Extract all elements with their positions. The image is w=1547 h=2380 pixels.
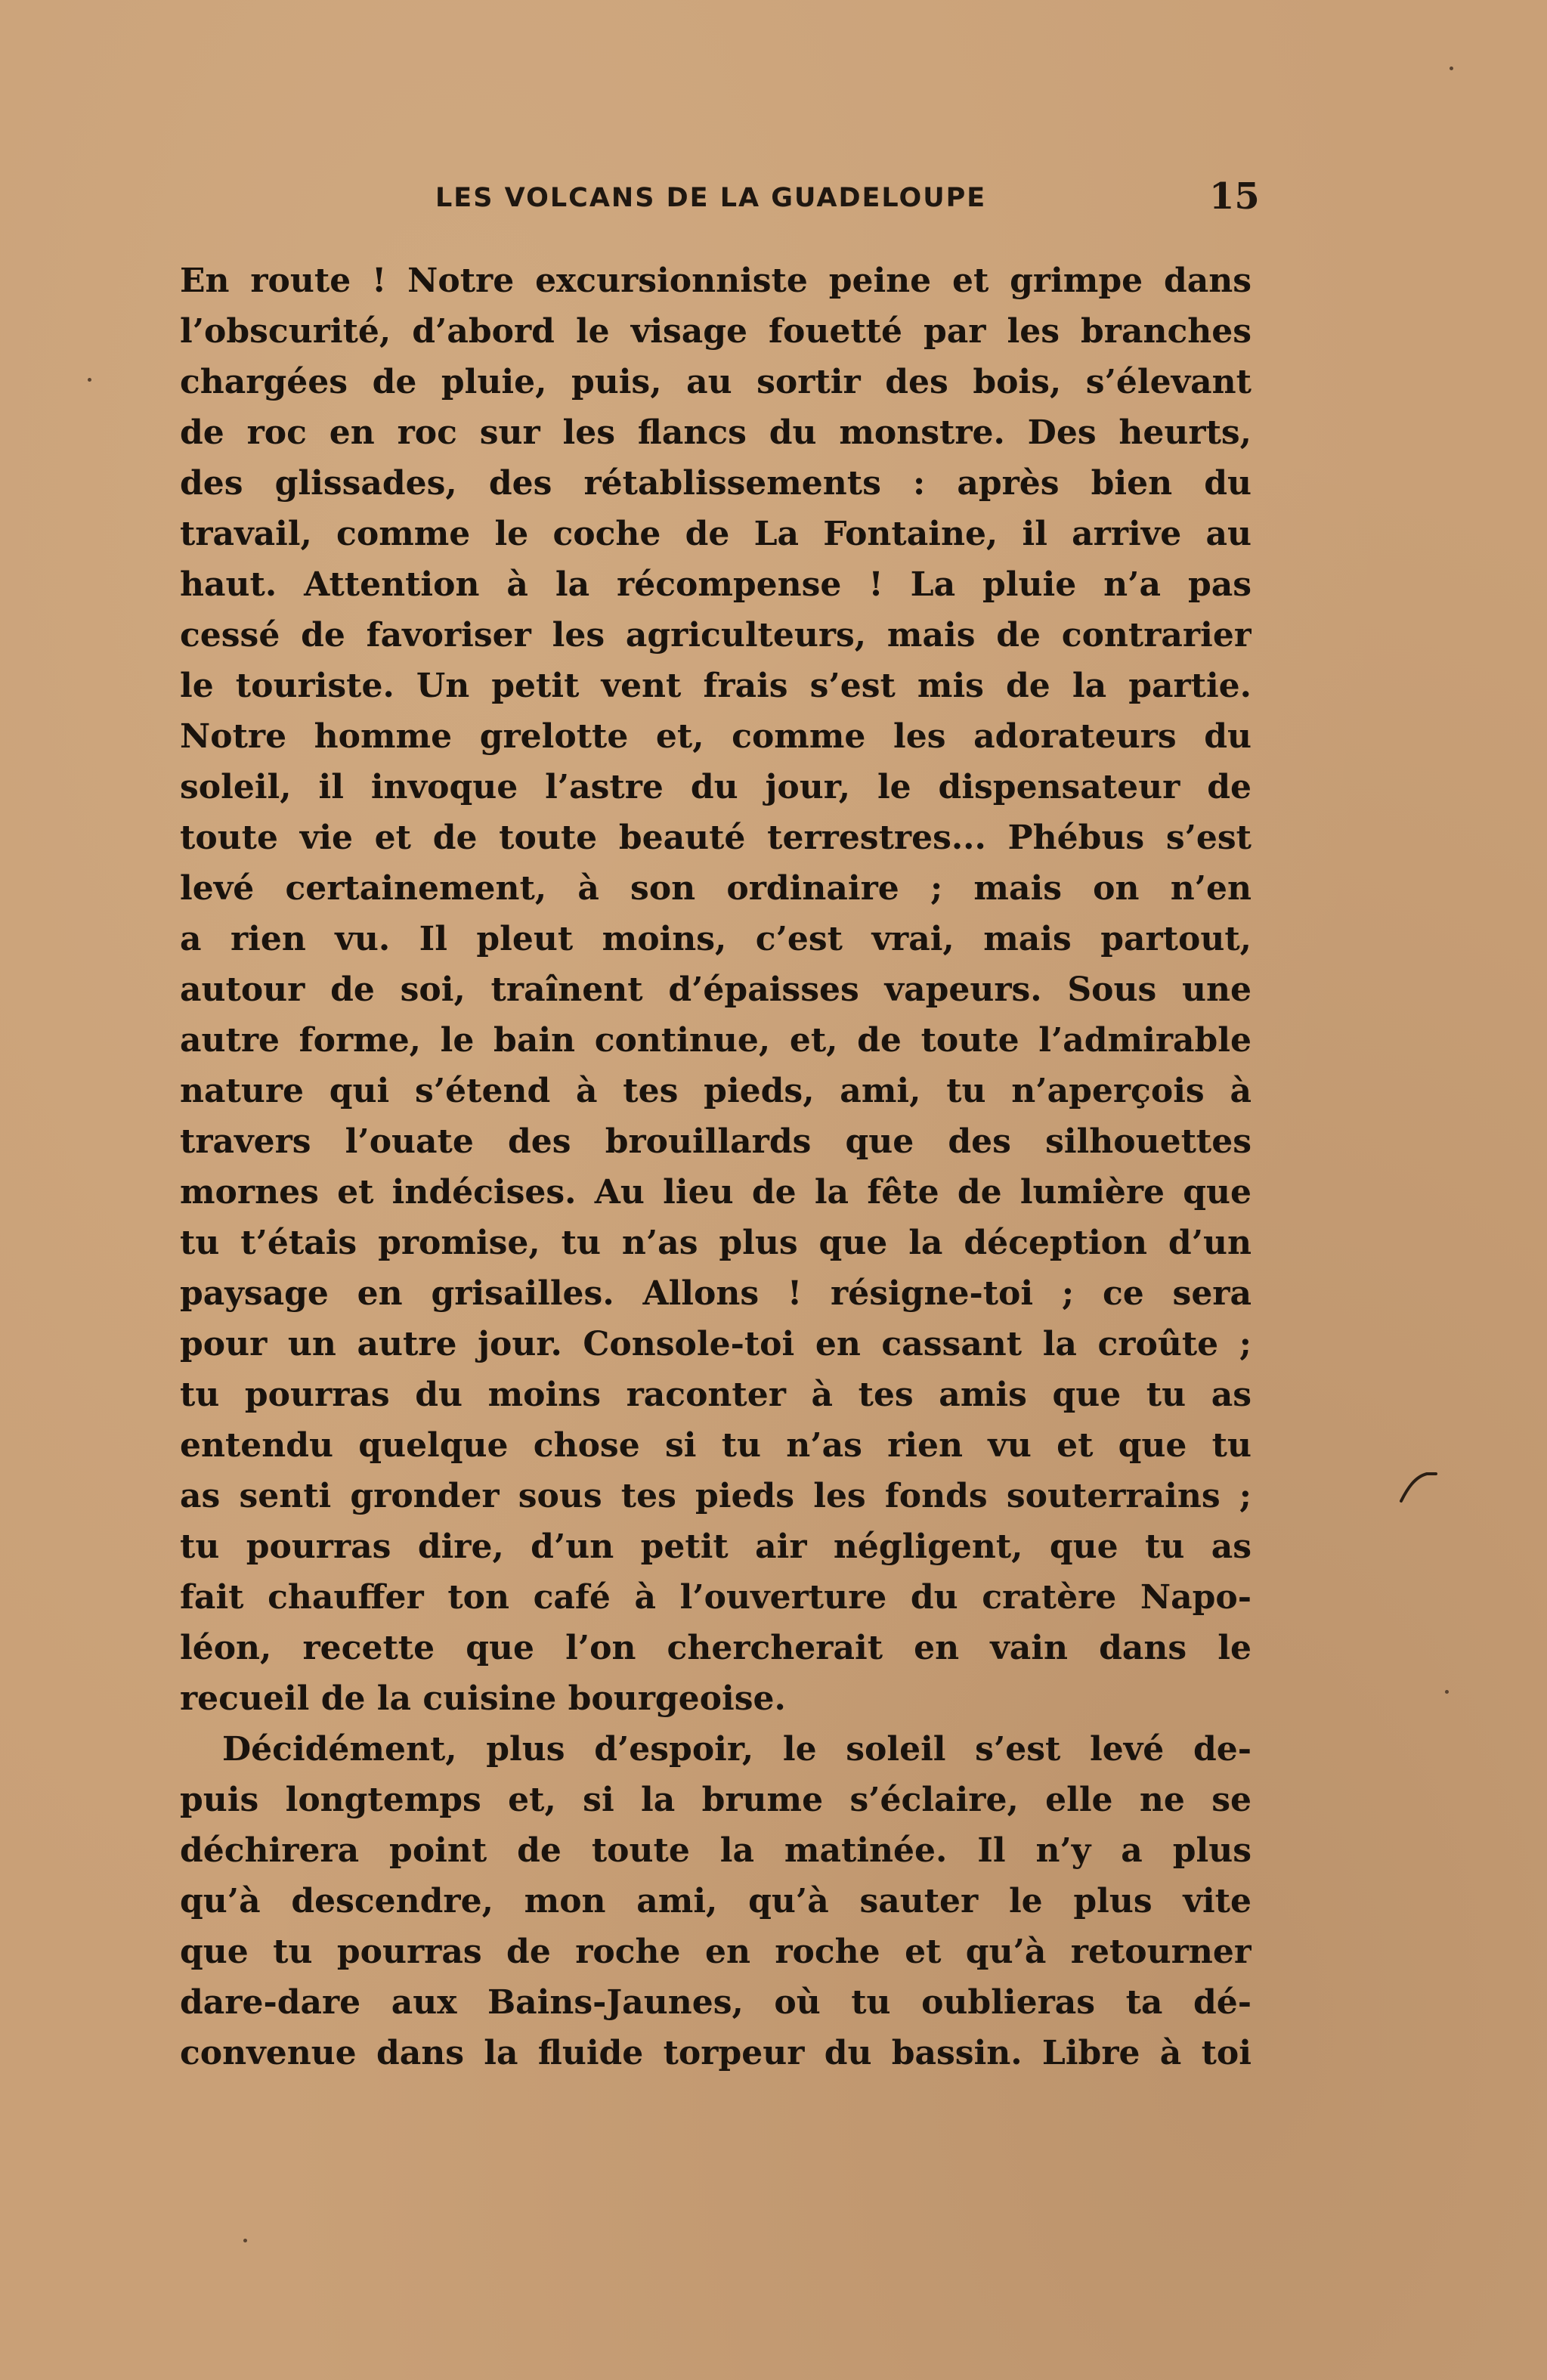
text-line: de roc en roc sur les flancs du monstre. Des heurts, <box>180 413 1252 452</box>
text-line: nature qui s’étend à tes pieds, ami, tu n’aperçois à <box>180 1072 1252 1110</box>
text-line: a rien vu. Il pleut moins, c’est vrai, mais partout, <box>180 920 1252 958</box>
text-line: travail, comme le coche de La Fontaine, il arrive au <box>180 515 1252 553</box>
running-title: LES VOLCANS DE LA GUADELOUPE <box>435 183 987 213</box>
text-line: travers l’ouate des brouillards que des silhouettes <box>180 1122 1252 1161</box>
text-line: puis longtemps et, si la brume s’éclaire, elle ne se <box>180 1781 1252 1819</box>
text-line: l’obscurité, d’abord le visage fouetté par les branches <box>180 312 1252 351</box>
text-line: tu t’étais promise, tu n’as plus que la déception d’un <box>180 1224 1252 1262</box>
text-line: levé certainement, à son ordinaire ; mais on n’en <box>180 869 1252 908</box>
paper-speck <box>1445 1690 1449 1694</box>
text-line: recueil de la cuisine bourgeoise. <box>180 1679 786 1718</box>
pencil-margin-mark <box>1397 1466 1442 1512</box>
text-line: fait chauffer ton café à l’ouverture du cratère Napo- <box>180 1578 1252 1617</box>
paper-speck <box>1450 67 1453 70</box>
paper-speck <box>88 378 91 382</box>
text-line: haut. Attention à la récompense ! La pluie n’a pas <box>180 565 1252 604</box>
body-text <box>180 255 1252 2078</box>
text-line: tu pourras du moins raconter à tes amis que tu as <box>180 1376 1252 1414</box>
text-line: En route ! Notre excursionniste peine et grimpe dans <box>180 262 1252 300</box>
text-line: paysage en grisailles. Allons ! résigne-toi ; ce sera <box>180 1274 1252 1313</box>
page-number: 15 <box>1209 175 1260 218</box>
text-line: autour de soi, traînent d’épaisses vapeurs. Sous une <box>180 970 1252 1009</box>
text-line: qu’à descendre, mon ami, qu’à sauter le plus vite <box>180 1882 1252 1920</box>
text-line: tu pourras dire, d’un petit air négligent, que tu as <box>180 1527 1252 1566</box>
text-line: Décidément, plus d’espoir, le soleil s’est levé de- <box>222 1730 1252 1769</box>
text-line: entendu quelque chose si tu n’as rien vu et que tu <box>180 1426 1252 1465</box>
text-line: pour un autre jour. Console-toi en cassant la croûte ; <box>180 1325 1252 1363</box>
text-line: dare-dare aux Bains-Jaunes, où tu oublieras ta dé- <box>180 1983 1252 2022</box>
text-line: as senti gronder sous tes pieds les fonds souterrains ; <box>180 1477 1252 1515</box>
text-line: léon, recette que l’on chercherait en vain dans le <box>180 1629 1252 1667</box>
paper-speck <box>243 2239 247 2242</box>
text-line: soleil, il invoque l’astre du jour, le dispensateur de <box>180 768 1252 806</box>
text-line: le touriste. Un petit vent frais s’est mis de la partie. <box>180 667 1252 705</box>
text-line: autre forme, le bain continue, et, de toute l’admirable <box>180 1021 1252 1060</box>
text-line: Notre homme grelotte et, comme les adorateurs du <box>180 717 1252 756</box>
text-line: convenue dans la fluide torpeur du bassin. Libre à toi <box>180 2034 1252 2072</box>
text-line: mornes et indécises. Au lieu de la fête de lumière que <box>180 1173 1252 1212</box>
text-line: que tu pourras de roche en roche et qu’à retourner <box>180 1933 1252 1971</box>
text-line: déchirera point de toute la matinée. Il n’y a plus <box>180 1831 1252 1870</box>
text-line: chargées de pluie, puis, au sortir des bois, s’élevant <box>180 363 1252 401</box>
text-line: toute vie et de toute beauté terrestres... Phébus s’est <box>180 819 1252 857</box>
text-line: des glissades, des rétablissements : après bien du <box>180 464 1252 503</box>
text-line: cessé de favoriser les agriculteurs, mais de contrarier <box>180 616 1252 655</box>
